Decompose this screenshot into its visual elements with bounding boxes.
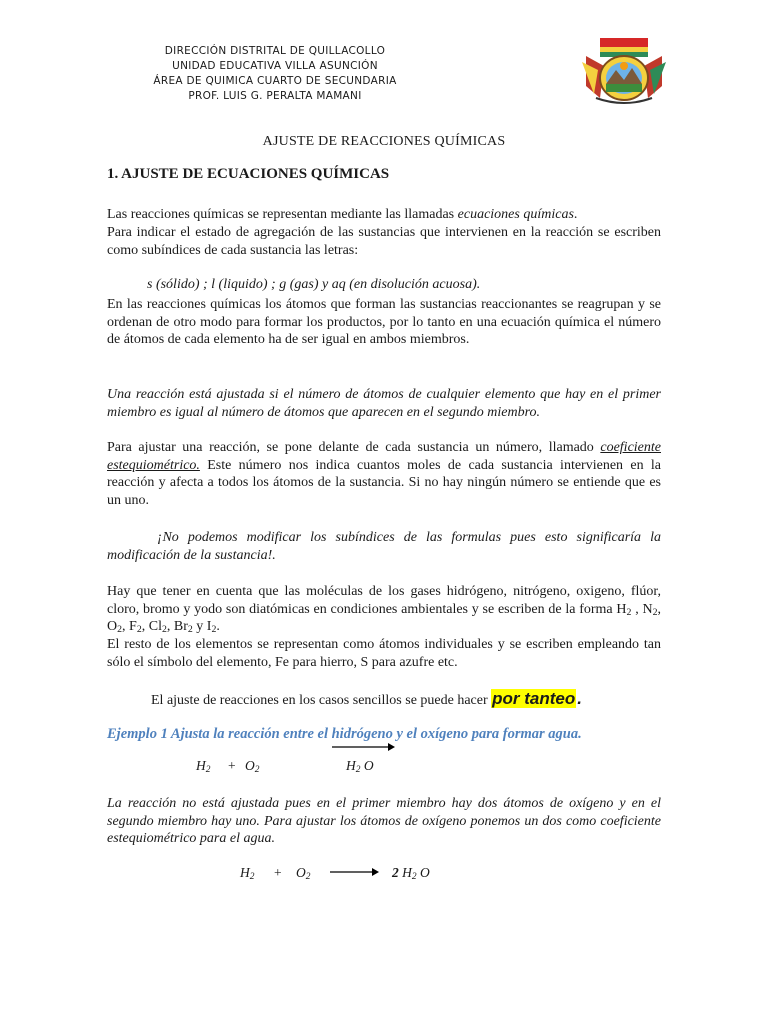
eq-symbol: O	[296, 865, 306, 880]
subscript: 2	[136, 624, 142, 635]
paragraph-8: El resto de los elementos se representan como átomos individuales y se escriben empleando tan sólo el símbolo del elemento, Fe para hierro, S para azufre etc.	[107, 637, 661, 670]
subscript: 2	[187, 624, 193, 635]
formula-sep: , O	[107, 601, 661, 634]
subscript: 2	[411, 872, 417, 882]
paragraph-7-text: Hay que tener en cuenta que las moléculas de los gases hidrógeno, nitrógeno, oxigeno, flúor, cloro, bromo y yodo son diatómicas en condiciones ambientales y se escriben de la forma H	[107, 584, 661, 617]
eq1-reaction-arrow-icon	[332, 742, 396, 752]
formula-sep: , Br	[166, 619, 188, 634]
subscript: 2	[161, 624, 167, 635]
paragraph-1	[107, 206, 661, 224]
warning-paragraph: ¡No podemos modificar los subíndices de las formulas pues esto significaría la modificación de la sustancia!.	[107, 530, 661, 563]
paragraph-10: La reacción no está ajustada pues en el primer miembro hay dos átomos de oxígeno y en el segundo miembro hay uno. Para ajustar los átomos de oxígeno ponemos un dos como coeficiente estequiométrico para el agua.	[107, 796, 661, 846]
eq1-plus: +	[228, 758, 236, 773]
paragraph-9	[151, 690, 671, 710]
subscript: 2	[254, 765, 260, 775]
por-tanteo-highlight: por tanteo	[492, 689, 576, 708]
eq1-product	[346, 758, 374, 774]
paragraph-1-italic: ecuaciones químicas	[457, 207, 574, 222]
subscript: 2	[355, 765, 361, 775]
eq-symbol: H	[398, 865, 412, 880]
subscript: 2	[117, 624, 123, 635]
paragraph-4: Una reacción está ajustada si el número de átomos de cualquier elemento que hay en el primer miembro es igual al número de átomos que aparecen en el segundo miembro.	[107, 387, 661, 420]
school-header	[90, 44, 460, 104]
eq2-coefficient: 2	[392, 865, 399, 880]
eq1-reactant-2	[245, 758, 259, 774]
eq-symbol: O	[416, 865, 430, 880]
subscript: 2	[305, 872, 311, 882]
example-title: Ejemplo 1 Ajusta la reacción entre el hidrógeno y el oxígeno para formar agua.	[107, 726, 582, 742]
eq-symbol: H	[346, 758, 356, 773]
paragraph-7	[107, 583, 661, 636]
eq2-reaction-arrow-icon	[330, 867, 380, 877]
eq2-reactant-2	[296, 865, 310, 881]
eq-symbol: H	[196, 758, 206, 773]
section-heading: 1. AJUSTE DE ECUACIONES QUÍMICAS	[107, 166, 390, 182]
subscript: 2	[652, 606, 658, 618]
eq2-product	[392, 865, 430, 881]
subscript: 2	[205, 765, 211, 775]
paragraph-1-text: Las reacciones químicas se representan mediante las llamadas	[107, 207, 458, 222]
eq2-plus: +	[274, 865, 282, 880]
header-line-3: ÁREA DE QUIMICA CUARTO DE SECUNDARIA	[153, 75, 397, 87]
page-title: AJUSTE DE REACCIONES QUÍMICAS	[262, 134, 506, 149]
header-line-4: PROF. LUIS G. PERALTA MAMANI	[188, 90, 362, 102]
paragraph-3: En las reacciones químicas los átomos que forman las sustancias reaccionantes se reagrupan y se ordenan de otro modo para formar los productos, por lo tanto en una ecuación química el número de átomos de cada elemento ha de ser igual en ambos miembros.	[107, 297, 661, 347]
subscript: 2	[249, 872, 255, 882]
states-line: s (sólido) ; l (liquido) ; g (gas) y aq (en disolución acuosa).	[147, 277, 481, 292]
formula-sep: , F	[122, 619, 137, 634]
eq1-reactant-1	[196, 758, 210, 774]
eq-symbol: O	[360, 758, 374, 773]
school-crest-icon	[576, 36, 672, 106]
subscript: 2	[626, 606, 632, 618]
paragraph-2: Para indicar el estado de agregación de las sustancias que intervienen en la reacción se escriben como subíndices de cada sustancia las letras:	[107, 225, 661, 258]
eq-symbol: O	[245, 758, 255, 773]
formula-sep: , N	[631, 601, 653, 617]
paragraph-5-text-a: Para ajustar una reacción, se pone delante de cada sustancia un número, llamado	[107, 440, 601, 455]
paragraph-5	[107, 439, 661, 509]
formula-sep: , Cl	[141, 619, 162, 634]
formula-end: .	[216, 619, 220, 634]
paragraph-1-end: .	[573, 207, 578, 222]
eq2-reactant-1	[240, 865, 254, 881]
paragraph-9-text: El ajuste de reacciones en los casos sencillos se puede hacer	[151, 693, 492, 708]
paragraph-9-end: .	[577, 689, 582, 708]
subscript: 2	[211, 624, 217, 635]
paragraph-5-text-b: Este número nos indica cuantos moles de cada sustancia intervienen en la reacción y afecta a todos los átomos de la sustancia. Si no hay ningún número se entiende que es un uno.	[107, 457, 661, 508]
coefficient-term: coeficiente estequiométrico.	[107, 440, 661, 473]
formula-sep: y I	[192, 619, 212, 634]
header-line-1: DIRECCIÓN DISTRITAL DE QUILLACOLLO	[164, 45, 386, 57]
eq-symbol: H	[240, 865, 250, 880]
header-line-2: UNIDAD EDUCATIVA VILLA ASUNCIÓN	[172, 60, 378, 72]
